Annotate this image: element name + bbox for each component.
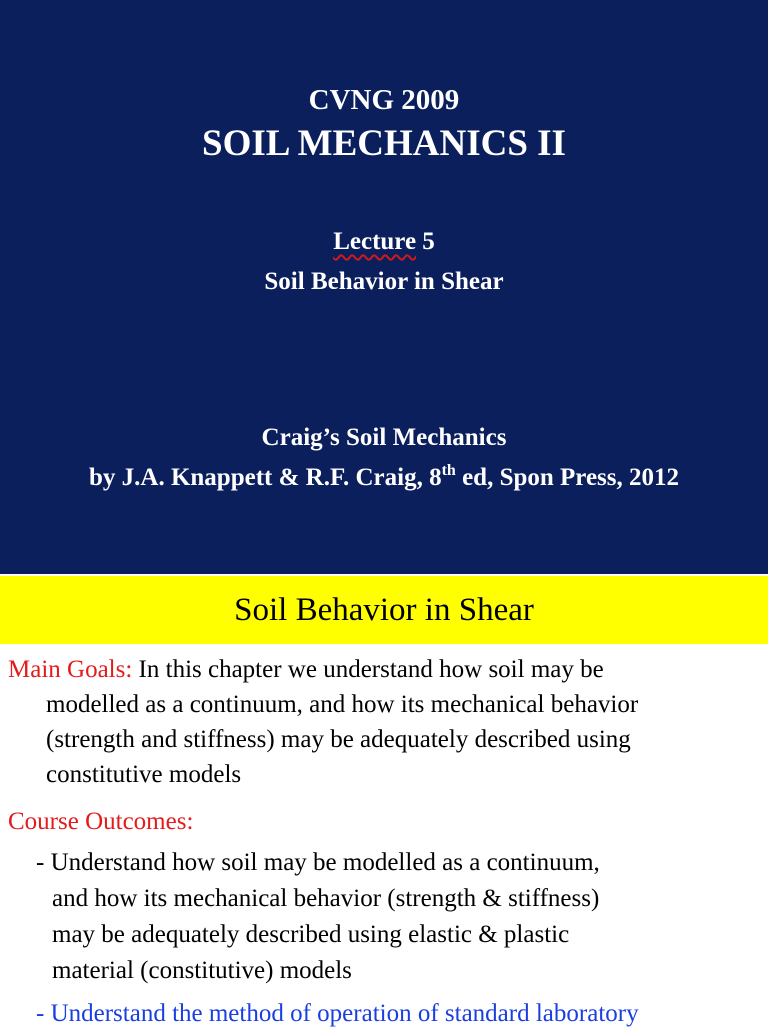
lecture-number bbox=[0, 228, 768, 256]
outcomes-label: Course Outcomes: bbox=[8, 808, 194, 835]
outcome2-line-1: - Understand the method of operation of standard laboratory bbox=[36, 1000, 639, 1027]
edition-superscript: th bbox=[441, 462, 456, 479]
citation-authors: by J.A. Knappett & R.F. Craig, 8 bbox=[89, 464, 442, 491]
slide-title: Soil Behavior in Shear bbox=[234, 592, 534, 628]
goals-line-3: (strength and stiffness) may be adequately described using bbox=[46, 726, 631, 753]
goals-line-2: modelled as a continuum, and how its mechanical behavior bbox=[46, 691, 639, 718]
goals-line-4: constitutive models bbox=[46, 761, 242, 788]
lecture-title: Soil Behavior in Shear bbox=[264, 268, 504, 295]
slide-title-bar bbox=[0, 576, 768, 644]
outcome1-line-3: may be adequately described using elastic & plastic bbox=[52, 921, 570, 948]
outcome1-line-4: material (constitutive) models bbox=[52, 957, 352, 984]
outcome1-line-2: and how its mechanical behavior (strength & stiffness) bbox=[52, 885, 600, 912]
book-title: Craig’s Soil Mechanics bbox=[261, 424, 507, 451]
citation-publisher: ed, Spon Press, 2012 bbox=[455, 464, 679, 491]
course-code: CVNG 2009 bbox=[308, 84, 460, 116]
lecture-number-value: 5 bbox=[422, 228, 435, 255]
goals-line-1 bbox=[8, 652, 604, 687]
goals-text-1: In this chapter we understand how soil may be bbox=[132, 656, 604, 683]
lecture-word: Lecture bbox=[333, 228, 417, 255]
goals-label: Main Goals: bbox=[8, 656, 133, 683]
outcome1-line-1: - Understand how soil may be modelled as a continuum, bbox=[36, 849, 600, 876]
course-title: SOIL MECHANICS II bbox=[202, 123, 566, 164]
book-citation bbox=[0, 464, 768, 492]
